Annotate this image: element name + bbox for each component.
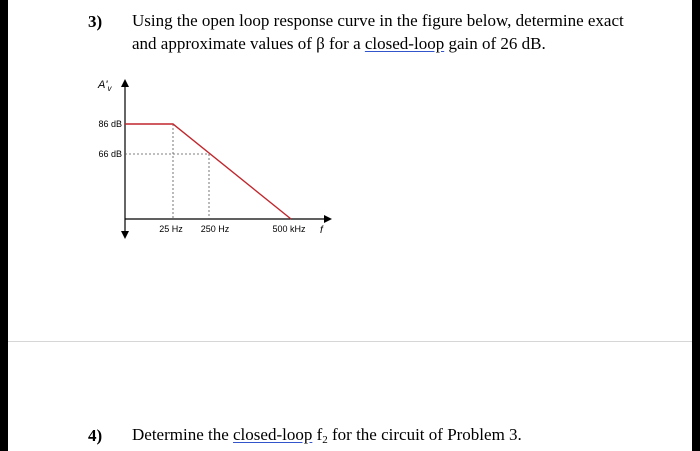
problem-3-number: 3): [88, 12, 103, 31]
problem-4-text: Determine the: [132, 425, 234, 444]
open-loop-response-figure: [8, 0, 692, 341]
problem-3-text: and approximate values of β for a: [132, 34, 365, 53]
x-tick-25hz: 25 Hz: [159, 224, 183, 234]
x-tick-250hz: 250 Hz: [200, 224, 230, 234]
problem-4-f: f: [312, 425, 323, 444]
problem-4-number: 4): [88, 426, 103, 445]
x-axis-label: f: [320, 225, 323, 236]
problem-4-text-end: for the circuit of Problem 3.: [327, 425, 522, 444]
y-axis-down-arrow-icon: [121, 231, 129, 239]
section-divider: [8, 341, 692, 342]
document-page: [8, 0, 692, 451]
problem-4-subscript: 2: [322, 434, 328, 446]
y-tick-66db: 66 dB: [98, 149, 122, 159]
problem-4-line: [132, 424, 522, 451]
y-axis-arrow-icon: [121, 79, 129, 87]
problem-3-text-end: gain of 26 dB.: [444, 34, 546, 53]
y-tick-86db: 86 dB: [98, 119, 122, 129]
open-loop-response-curve: [125, 124, 291, 219]
closed-loop-link[interactable]: closed-loop: [364, 34, 445, 53]
y-axis-label: $A'_v$: [98, 79, 112, 93]
problem-3-line-1: Using the open loop response curve in the figure below, determine exact: [132, 11, 624, 30]
x-tick-500khz: 500 kHz: [272, 224, 306, 234]
closed-loop-link-2[interactable]: closed-loop: [233, 425, 313, 444]
x-axis-arrow-icon: [324, 215, 332, 223]
